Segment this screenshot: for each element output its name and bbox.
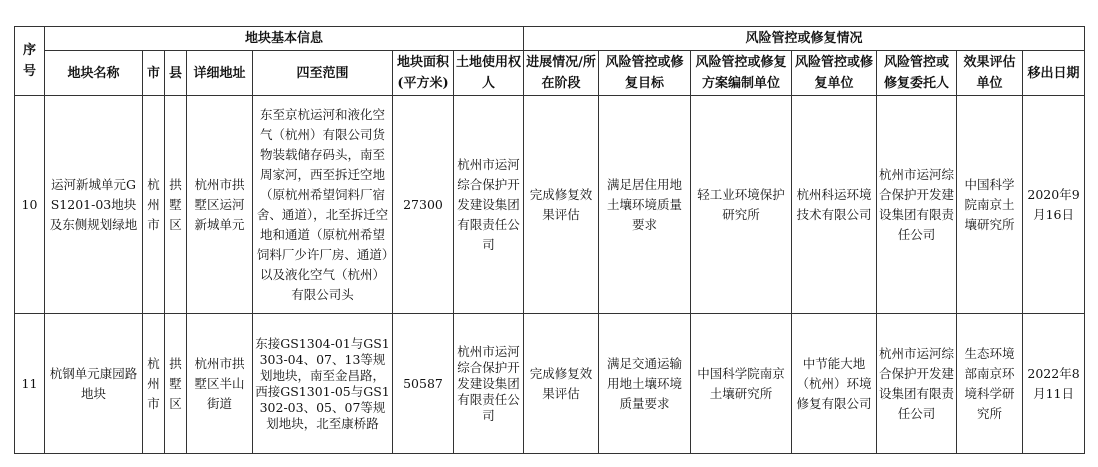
header-boundary: 四至范围: [253, 51, 393, 96]
header-goal: 风险管控或修复目标: [599, 51, 691, 96]
cell-repair-unit: 杭州科运环境技术有限公司: [792, 96, 877, 314]
land-parcel-table: [14, 26, 1085, 454]
cell-goal: 满足居住用地土壤环境质量要求: [599, 96, 691, 314]
cell-stage: 完成修复效果评估: [524, 314, 599, 454]
cell-city: 杭州市: [143, 314, 165, 454]
cell-address: 杭州市拱墅区半山街道: [187, 314, 253, 454]
cell-boundary: 东接GS1304-01与GS1303-04、07、13等规划地块，南至金昌路，西接GS1301-05与GS1302-03、05、07等规划地块，北至康桥路: [253, 314, 393, 454]
header-stage: 进展情况/所在阶段: [524, 51, 599, 96]
cell-boundary: 东至京杭运河和液化空气（杭州）有限公司货物装载储存码头，南至周家河，西至拆迁空地（原杭州希望饲料厂宿舍、通道），北至拆迁空地和通道（原杭州希望饲料厂少许厂房、通道）以及液化空气（杭州）有限公司头: [253, 96, 393, 314]
header-eval-unit: 效果评估单位: [957, 51, 1023, 96]
header-serial: 序号: [15, 27, 45, 96]
header-address: 详细地址: [187, 51, 253, 96]
cell-no: 11: [15, 314, 45, 454]
header-name: 地块名称: [45, 51, 143, 96]
cell-eval-unit: 中国科学院南京土壤研究所: [957, 96, 1023, 314]
header-area: 地块面积(平方米): [393, 51, 454, 96]
header-city: 市: [143, 51, 165, 96]
cell-repair-unit: 中节能大地（杭州）环境修复有限公司: [792, 314, 877, 454]
cell-stage: 完成修复效果评估: [524, 96, 599, 314]
header-plan-unit: 风险管控或修复方案编制单位: [691, 51, 792, 96]
header-basic-info: 地块基本信息: [45, 27, 524, 51]
header-county: 县: [165, 51, 187, 96]
cell-eval-unit: 生态环境部南京环境科学研究所: [957, 314, 1023, 454]
cell-goal: 满足交通运输用地土壤环境质量要求: [599, 314, 691, 454]
cell-area: 27300: [393, 96, 454, 314]
header-removal-date: 移出日期: [1023, 51, 1085, 96]
cell-owner: 杭州市运河综合保护开发建设集团有限责任公司: [454, 314, 524, 454]
cell-removal-date: 2022年8月11日: [1023, 314, 1085, 454]
cell-area: 50587: [393, 314, 454, 454]
cell-client: 杭州市运河综合保护开发建设集团有限责任公司: [877, 314, 957, 454]
header-repair-unit: 风险管控或修复单位: [792, 51, 877, 96]
cell-address: 杭州市拱墅区运河新城单元: [187, 96, 253, 314]
cell-removal-date: 2020年9月16日: [1023, 96, 1085, 314]
cell-owner: 杭州市运河综合保护开发建设集团有限责任公司: [454, 96, 524, 314]
cell-name: 运河新城单元GS1201-03地块及东侧规划绿地: [45, 96, 143, 314]
cell-plan-unit: 轻工业环境保护研究所: [691, 96, 792, 314]
cell-city: 杭州市: [143, 96, 165, 314]
header-risk-control: 风险管控或修复情况: [524, 27, 1085, 51]
cell-client: 杭州市运河综合保护开发建设集团有限责任公司: [877, 96, 957, 314]
table-row: [15, 314, 1085, 454]
header-owner: 土地使用权人: [454, 51, 524, 96]
table-row: [15, 96, 1085, 314]
cell-no: 10: [15, 96, 45, 314]
cell-plan-unit: 中国科学院南京土壤研究所: [691, 314, 792, 454]
cell-name: 杭钢单元康园路地块: [45, 314, 143, 454]
cell-county: 拱墅区: [165, 96, 187, 314]
cell-county: 拱墅区: [165, 314, 187, 454]
header-client: 风险管控或修复委托人: [877, 51, 957, 96]
